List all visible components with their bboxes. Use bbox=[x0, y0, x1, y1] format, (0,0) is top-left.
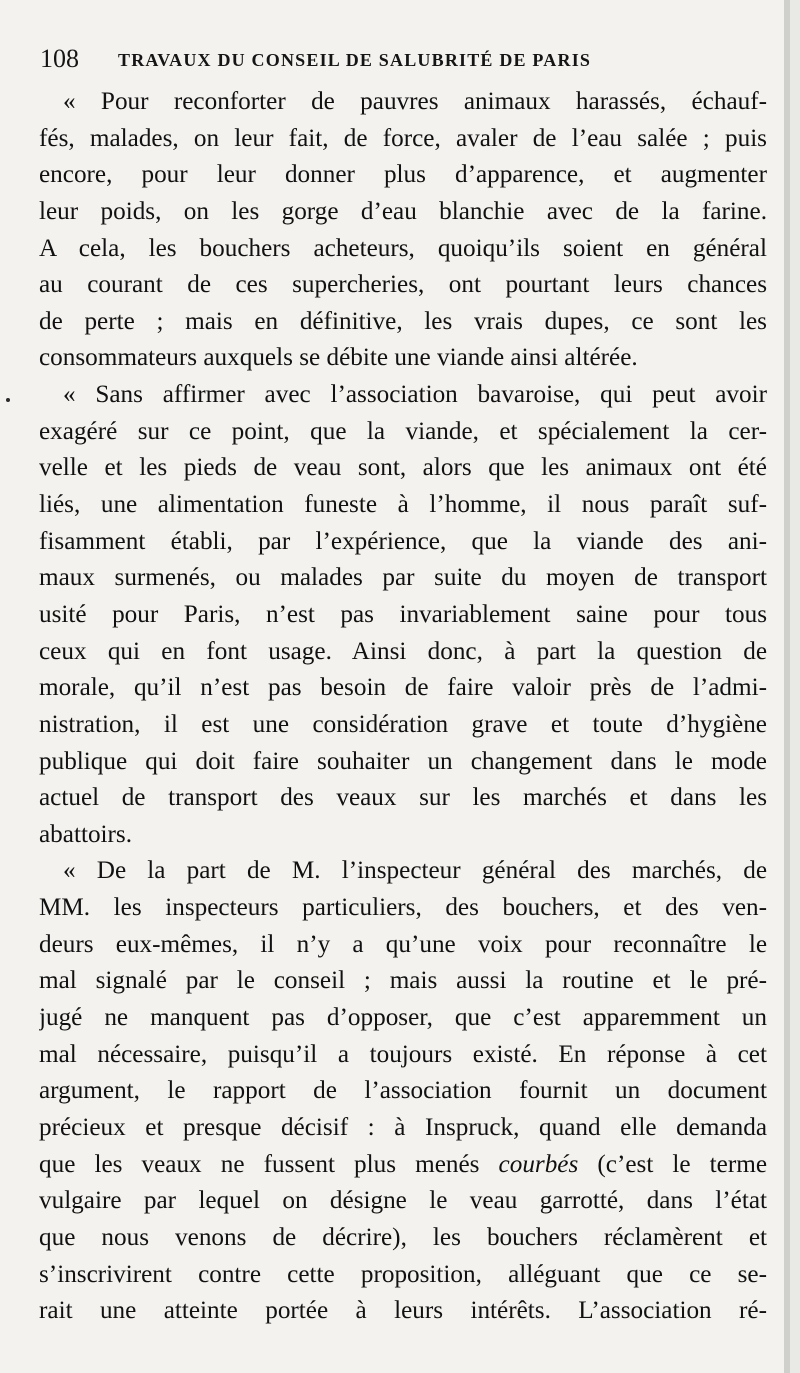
text-line: ceux qui en font usage. Ainsi donc, à part la question de bbox=[39, 637, 767, 665]
text-line: « De la part de M. l’inspecteur général des marchés, de bbox=[63, 857, 767, 885]
text-line: fés, malades, on leur fait, de force, avaler de l’eau salée ; puis bbox=[39, 124, 767, 152]
page-header bbox=[40, 42, 690, 76]
text-line: deurs eux-mêmes, il n’y a qu’une voix pour reconnaître le bbox=[39, 930, 767, 958]
text-line: de perte ; mais en définitive, les vrais dupes, ce sont les bbox=[39, 307, 767, 335]
text-line: velle et les pieds de veau sont, alors que les animaux ont été bbox=[39, 454, 767, 482]
text-line: jugé ne manquent pas d’opposer, que c’est apparemment un bbox=[39, 1004, 767, 1032]
text-line: argument, le rapport de l’association fournit un document bbox=[39, 1077, 767, 1105]
text-line: vulgaire par lequel on désigne le veau garrotté, dans l’état bbox=[39, 1187, 767, 1215]
text-line: consommateurs auxquels se débite une viande ainsi altérée. bbox=[39, 344, 638, 372]
running-title: TRAVAUX DU CONSEIL DE SALUBRITÉ DE PARIS bbox=[118, 50, 592, 70]
text-line: au courant de ces supercheries, ont pourtant leurs chances bbox=[39, 271, 767, 299]
text-line: encore, pour leur donner plus d’apparence, et augmenter bbox=[39, 161, 767, 189]
text-line: s’inscrivirent contre cette proposition, alléguant que ce se- bbox=[39, 1260, 767, 1288]
text-line: A cela, les bouchers acheteurs, quoiqu’ils soient en général bbox=[39, 234, 767, 262]
text-line: fisamment établi, par l’expérience, que la viande des ani- bbox=[39, 527, 767, 555]
text-line: « Pour reconforter de pauvres animaux harassés, échauf- bbox=[63, 88, 767, 115]
text-line: mal signalé par le conseil ; mais aussi la routine et le pré- bbox=[39, 967, 767, 995]
text-line: leur poids, on les gorge d’eau blanchie avec de la farine. bbox=[39, 197, 767, 225]
italic-word: courbés bbox=[498, 1150, 579, 1178]
text-line: nistration, il est une considération grave et toute d’hygiène bbox=[39, 710, 767, 738]
text-segment: (c’est le terme bbox=[578, 1150, 767, 1178]
text-line: liés, une alimentation funeste à l’homme, il nous paraît suf- bbox=[39, 491, 767, 519]
text-line: abattoirs. bbox=[39, 820, 133, 848]
text-line: que nous venons de décrire), les bouchers réclamèrent et bbox=[39, 1223, 767, 1251]
margin-speck bbox=[6, 398, 10, 402]
text-line: « Sans affirmer avec l’association bavaroise, qui peut avoir bbox=[63, 381, 767, 409]
text-line: usité pour Paris, n’est pas invariablement saine pour tous bbox=[39, 600, 767, 628]
text-line: mal nécessaire, puisqu’il a toujours existé. En réponse à cet bbox=[39, 1040, 767, 1068]
text-line: rait une atteinte portée à leurs intérêts. L’association ré- bbox=[39, 1297, 767, 1325]
body-text bbox=[39, 84, 767, 1330]
page-number: 108 bbox=[40, 44, 79, 73]
text-line: MM. les inspecteurs particuliers, des bouchers, et des ven- bbox=[39, 894, 767, 922]
text-line: précieux et presque décisif : à Inspruck, quand elle demanda bbox=[39, 1113, 767, 1141]
text-line: publique qui doit faire souhaiter un changement dans le mode bbox=[39, 747, 767, 775]
text-line: actuel de transport des veaux sur les marchés et dans les bbox=[39, 784, 767, 812]
text-line bbox=[39, 1147, 767, 1184]
text-line: morale, qu’il n’est pas besoin de faire valoir près de l’admi- bbox=[39, 674, 767, 702]
text-line: exagéré sur ce point, que la viande, et spécialement la cer- bbox=[39, 417, 767, 445]
text-line: maux surmenés, ou malades par suite du moyen de transport bbox=[39, 564, 767, 592]
text-segment: que les veaux ne fussent plus menés bbox=[39, 1150, 499, 1178]
